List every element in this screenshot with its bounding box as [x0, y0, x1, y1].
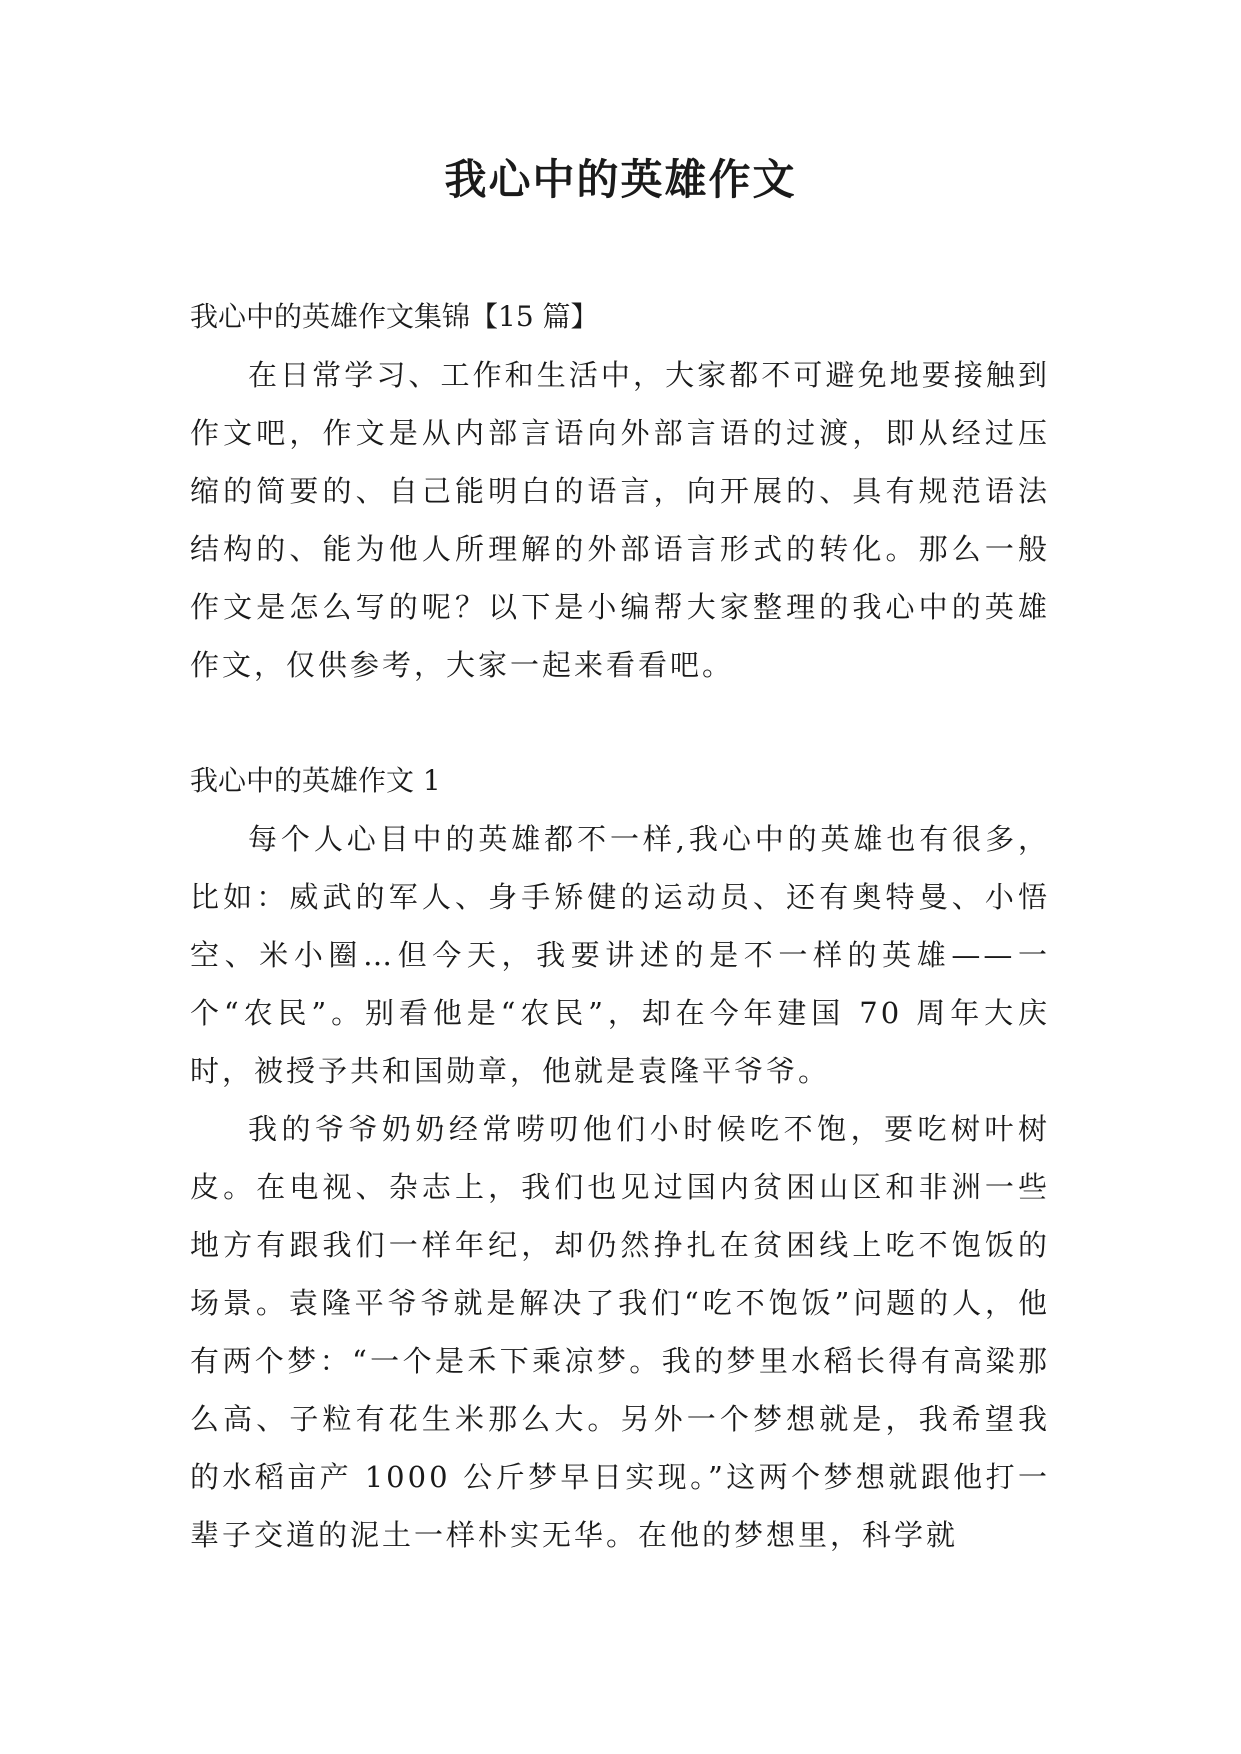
section-paragraph: 每个人心目中的英雄都不一样,我心中的英雄也有很多，比如：威武的军人、身手矫健的运动员、还有奥特曼、小悟空、米小圈…但今天，我要讲述的是不一样的英雄——一个“农民”。别看他是“农民”，却在今年建国 70 周年大庆时，被授予共和国勋章，他就是袁隆平爷爷。	[190, 822, 1050, 1088]
section-heading: 我心中的英雄作文 1	[190, 764, 441, 797]
document-subtitle: 我心中的英雄作文集锦【15 篇】	[190, 300, 599, 333]
section-spacer	[190, 694, 1050, 752]
section-paragraph: 我的爷爷奶奶经常唠叨他们小时候吃不饱，要吃树叶树皮。在电视、杂志上，我们也见过国内贫困山区和非洲一些地方有跟我们一样年纪，却仍然挣扎在贫困线上吃不饱饭的场景。袁隆平爷爷就是解决了我们“吃不饱饭”问题的人，他有两个梦：“一个是禾下乘凉梦。我的梦里水稻长得有高粱那么高、子粒有花生米那么大。另外一个梦想就是，我希望我的水稻亩产 1000 公斤梦早日实现。”这两个梦想就跟他打一辈子交道的泥土一样朴实无华。在他的梦想里，科学就	[190, 1112, 1050, 1552]
document-title: 我心中的英雄作文	[444, 155, 797, 204]
document-body	[190, 288, 1050, 1564]
intro-paragraph: 在日常学习、工作和生活中，大家都不可避免地要接触到作文吧，作文是从内部言语向外部言语的过渡，即从经过压缩的简要的、自己能明白的语言，向开展的、具有规范语法结构的、能为他人所理解的外部语言形式的转化。那么一般作文是怎么写的呢？以下是小编帮大家整理的我心中的英雄作文，仅供参考，大家一起来看看吧。	[190, 358, 1050, 682]
